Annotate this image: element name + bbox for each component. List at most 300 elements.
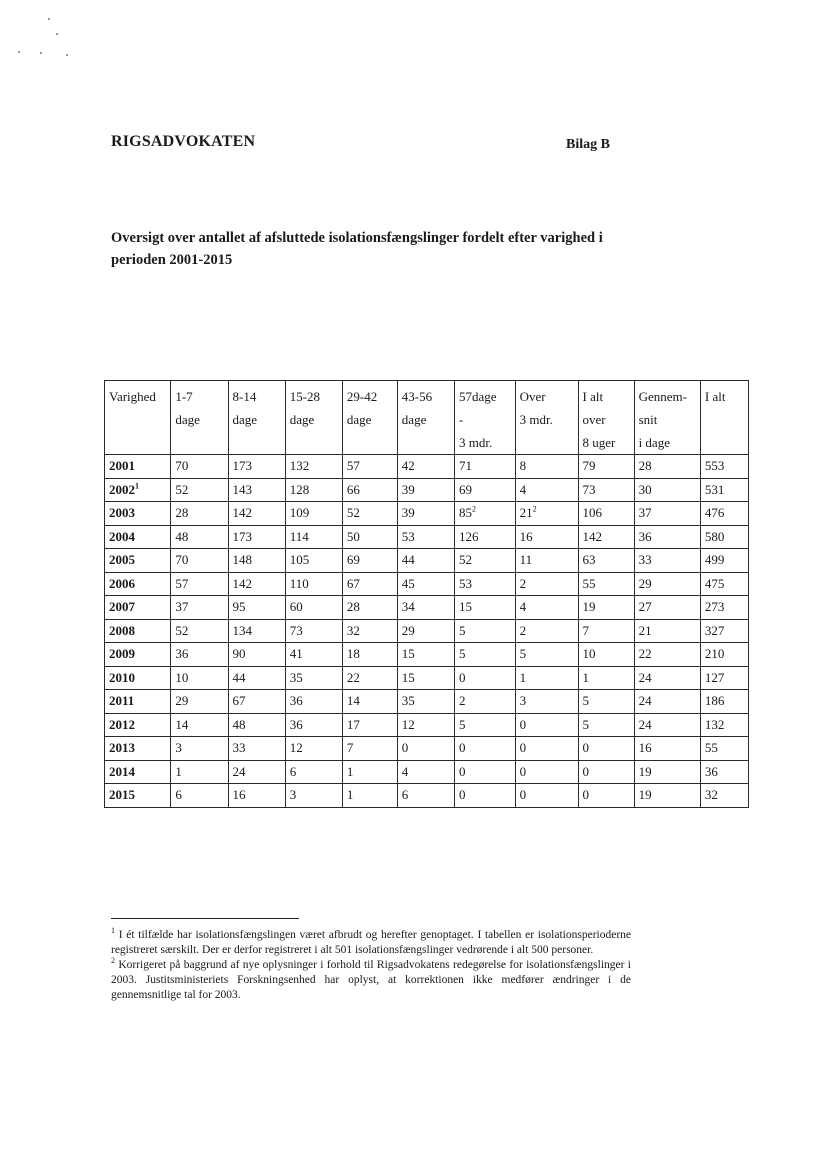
table-cell: [397, 525, 454, 549]
cell-value: 1: [582, 669, 590, 685]
table-cell: [171, 572, 228, 596]
table-cell: [228, 643, 285, 667]
year-cell: [105, 455, 171, 479]
table-row: [105, 478, 749, 502]
scan-speck: [66, 54, 68, 56]
table-cell: [342, 572, 397, 596]
cell-value: 53: [458, 575, 472, 591]
cell-value: 476: [704, 505, 725, 520]
cell-value: 41: [289, 646, 303, 661]
cell-value: 0: [458, 740, 466, 755]
table-cell: [515, 455, 578, 479]
column-header-line: -: [458, 412, 464, 427]
cell-value: 132: [704, 716, 725, 732]
cell-value: 0: [582, 740, 590, 755]
cell-value: 70: [175, 552, 189, 567]
cell-value: 10: [582, 646, 596, 661]
cell-value: 44: [232, 669, 246, 685]
table-cell: [171, 784, 228, 808]
cell-value: 12: [289, 740, 303, 755]
cell-value: 3: [519, 693, 527, 708]
table-cell: [578, 737, 634, 761]
year-value: 2002: [109, 481, 135, 497]
column-header-line: over: [582, 412, 606, 427]
cell-value: 327: [704, 622, 725, 638]
table-cell: [454, 737, 515, 761]
cell-value: 132: [289, 458, 310, 473]
table-cell: [171, 596, 228, 620]
cell-value: 55: [704, 740, 718, 755]
table-cell: [228, 690, 285, 714]
cell-value: 2: [458, 693, 466, 708]
table-cell: [454, 784, 515, 808]
cell-value: 1: [175, 763, 182, 779]
cell-value: 69: [346, 552, 360, 567]
cell-value: 0: [458, 763, 466, 779]
table-cell: [454, 549, 515, 573]
year-cell: [105, 760, 171, 784]
cell-value: 6: [175, 787, 182, 802]
cell-value: 7: [582, 622, 590, 638]
table-cell: [171, 690, 228, 714]
table-cell: [578, 713, 634, 737]
cell-value: 143: [232, 481, 253, 497]
table-cell: [578, 760, 634, 784]
year-value: 2007: [109, 599, 135, 614]
cell-value: 4: [401, 763, 409, 779]
cell-value: 8: [519, 458, 527, 473]
table-cell: [285, 666, 342, 690]
cell-value: 32: [346, 622, 360, 638]
column-header-line: I alt: [704, 389, 726, 404]
cell-value: 36: [638, 528, 652, 544]
table-cell: [397, 596, 454, 620]
table-cell: [634, 760, 700, 784]
year-value: 2008: [109, 622, 135, 638]
column-header: [515, 381, 578, 455]
table-cell: [700, 596, 748, 620]
table-cell: [454, 596, 515, 620]
column-header-line: 43-56: [401, 389, 433, 404]
cell-value: 109: [289, 505, 310, 520]
scan-speck: [40, 52, 42, 54]
year-value: 2012: [109, 716, 135, 732]
cell-value: 28: [638, 458, 652, 473]
footnote-mark: 2: [111, 956, 115, 966]
column-header-line: dage: [401, 412, 427, 427]
table-cell: [397, 643, 454, 667]
year-cell: [105, 643, 171, 667]
cell-value: 2: [519, 575, 527, 591]
table-cell: [342, 784, 397, 808]
table-cell: [515, 784, 578, 808]
cell-value: 73: [289, 622, 303, 638]
table-row: [105, 549, 749, 573]
cell-value: 15: [458, 599, 472, 614]
cell-value: 5: [582, 716, 590, 732]
table-cell: [634, 525, 700, 549]
cell-value: 475: [704, 575, 725, 591]
footnotes: [111, 928, 631, 1003]
cell-value: 33: [638, 552, 652, 567]
cell-value: 39: [401, 481, 415, 497]
table-cell: [634, 666, 700, 690]
table-cell: [634, 713, 700, 737]
table-cell: [454, 690, 515, 714]
table-cell: [285, 549, 342, 573]
table-cell: [171, 643, 228, 667]
cell-value: 52: [175, 622, 189, 638]
cell-value: 3: [175, 740, 182, 755]
table-cell: [171, 549, 228, 573]
year-value: 2006: [109, 575, 135, 591]
table-cell: [700, 760, 748, 784]
cell-value: 28: [175, 505, 189, 520]
table-cell: [700, 690, 748, 714]
table-row: [105, 455, 749, 479]
column-header: [342, 381, 397, 455]
table-cell: [285, 690, 342, 714]
table-row: [105, 619, 749, 643]
column-header-line: snit: [638, 412, 658, 427]
cell-value: 173: [232, 528, 253, 544]
table-row: [105, 784, 749, 808]
footnote-divider: [111, 918, 299, 919]
year-value: 2009: [109, 646, 135, 661]
table-cell: [700, 737, 748, 761]
table-cell: [515, 737, 578, 761]
cell-value: 33: [232, 740, 246, 755]
table-cell: [285, 572, 342, 596]
table-cell: [397, 455, 454, 479]
year-cell: [105, 572, 171, 596]
year-value: 2011: [109, 693, 135, 708]
table-cell: [342, 549, 397, 573]
table-cell: [171, 666, 228, 690]
table-cell: [397, 619, 454, 643]
year-cell: [105, 737, 171, 761]
table-cell: [171, 525, 228, 549]
table-cell: [171, 713, 228, 737]
cell-value: 36: [175, 646, 189, 661]
year-value: 2013: [109, 740, 135, 755]
isolation-duration-table: [104, 380, 749, 808]
cell-value: 30: [638, 481, 652, 497]
cell-value: 186: [704, 693, 725, 708]
column-header-line: I alt: [582, 389, 604, 404]
cell-value: 53: [401, 528, 415, 544]
scan-speck: [56, 33, 58, 35]
table-cell: [515, 760, 578, 784]
cell-value: 273: [704, 599, 725, 614]
table-cell: [454, 525, 515, 549]
table-cell: [578, 455, 634, 479]
column-header: [171, 381, 228, 455]
cell-value: 580: [704, 528, 725, 544]
year-cell: [105, 478, 171, 502]
footnote-mark: 1: [111, 926, 115, 936]
table-cell: [578, 784, 634, 808]
year-cell: [105, 784, 171, 808]
cell-value: 128: [289, 481, 310, 497]
column-header-line: 8 uger: [582, 435, 616, 450]
year-value: 2014: [109, 763, 135, 779]
cell-value: 15: [401, 669, 415, 685]
table-cell: [515, 643, 578, 667]
cell-value: 63: [582, 552, 596, 567]
table-cell: [700, 478, 748, 502]
cell-value: 29: [175, 693, 189, 708]
table-cell: [228, 502, 285, 526]
table-row: [105, 643, 749, 667]
table-cell: [228, 619, 285, 643]
year-value: 2015: [109, 787, 135, 802]
table-cell: [228, 713, 285, 737]
table-cell: [700, 713, 748, 737]
appendix-label: Bilag B: [566, 137, 610, 152]
cell-value: 0: [519, 740, 527, 755]
cell-value: 148: [232, 552, 253, 567]
table-cell: [578, 572, 634, 596]
table-cell: [634, 619, 700, 643]
cell-value: 4: [519, 481, 527, 497]
column-header: [285, 381, 342, 455]
cell-value: 6: [401, 787, 409, 802]
table-cell: [634, 737, 700, 761]
cell-value: 114: [289, 528, 309, 544]
table-cell: [454, 572, 515, 596]
table-cell: [397, 737, 454, 761]
table-cell: [342, 713, 397, 737]
table-cell: [228, 572, 285, 596]
table-cell: [397, 760, 454, 784]
footnote-text: I ét tilfælde har isolationsfængslingen været afbrudt og herefter genoptaget. I tabellen er isolationsperioderne registreret særskilt. Der er derfor registreret i alt 501 isolationsfængslinger vedrørende i alt 500 personer.: [111, 929, 632, 956]
cell-value: 45: [401, 575, 415, 591]
cell-value: 18: [346, 646, 360, 661]
cell-value: 142: [582, 528, 603, 544]
cell-value: 29: [401, 622, 415, 638]
footnote: [111, 958, 631, 1003]
cell-value: 24: [232, 763, 246, 779]
cell-value: 1: [519, 669, 527, 685]
table-cell: [700, 572, 748, 596]
cell-value: 142: [232, 575, 253, 591]
cell-value: 12: [401, 716, 415, 732]
table-cell: [634, 690, 700, 714]
cell-value: 553: [704, 458, 725, 473]
table-cell: [578, 619, 634, 643]
table-cell: [397, 572, 454, 596]
cell-value: 85: [458, 505, 472, 520]
table-cell: [228, 760, 285, 784]
table-cell: [171, 737, 228, 761]
cell-value: 142: [232, 505, 253, 520]
table-row: [105, 760, 749, 784]
cell-value: 60: [289, 599, 303, 614]
cell-value: 173: [232, 458, 253, 473]
table-cell: [228, 455, 285, 479]
cell-value: 44: [401, 552, 415, 567]
table-cell: [578, 549, 634, 573]
cell-value: 2: [519, 622, 527, 638]
table-cell: [634, 502, 700, 526]
cell-value: 19: [638, 787, 652, 802]
table-cell: [634, 455, 700, 479]
table-cell: [454, 455, 515, 479]
table-cell: [171, 760, 228, 784]
column-header: [228, 381, 285, 455]
table-cell: [454, 713, 515, 737]
table-cell: [515, 596, 578, 620]
cell-value: 21: [638, 622, 652, 638]
cell-value: 19: [638, 763, 652, 779]
cell-value: 69: [458, 481, 472, 497]
table-cell: [700, 502, 748, 526]
footnote-reference: 1: [135, 481, 139, 491]
table-header-row: [105, 381, 749, 455]
cell-value: 126: [458, 528, 479, 544]
table-cell: [342, 666, 397, 690]
table-cell: [578, 596, 634, 620]
cell-value: 0: [519, 763, 527, 779]
cell-value: 79: [582, 458, 596, 473]
column-header-line: Gennem-: [638, 389, 687, 404]
table-cell: [228, 596, 285, 620]
column-header-line: 29-42: [346, 389, 378, 404]
cell-value: 127: [704, 669, 725, 685]
cell-value: 35: [289, 669, 303, 685]
table-row: [105, 666, 749, 690]
table-cell: [700, 619, 748, 643]
column-header-line: 1-7: [175, 389, 193, 404]
column-header: [634, 381, 700, 455]
footnote-reference: 2: [471, 504, 476, 514]
table-cell: [454, 502, 515, 526]
table-cell: [285, 596, 342, 620]
table-cell: [634, 549, 700, 573]
table-cell: [700, 784, 748, 808]
table-cell: [515, 549, 578, 573]
table-cell: [342, 619, 397, 643]
table-cell: [578, 666, 634, 690]
table-cell: [454, 666, 515, 690]
table-body: [105, 455, 749, 808]
table-cell: [700, 549, 748, 573]
table-cell: [342, 596, 397, 620]
table-cell: [397, 784, 454, 808]
table-cell: [700, 455, 748, 479]
cell-value: 16: [232, 787, 246, 802]
cell-value: 52: [175, 481, 189, 497]
cell-value: 95: [232, 599, 246, 614]
year-cell: [105, 690, 171, 714]
cell-value: 14: [175, 716, 189, 732]
column-header-line: dage: [346, 412, 372, 427]
table-cell: [342, 502, 397, 526]
cell-value: 22: [346, 669, 360, 685]
table-cell: [578, 525, 634, 549]
cell-value: 28: [346, 599, 360, 614]
table-cell: [171, 502, 228, 526]
cell-value: 14: [346, 693, 360, 708]
cell-value: 55: [582, 575, 596, 591]
cell-value: 15: [401, 646, 415, 661]
cell-value: 24: [638, 669, 652, 685]
cell-value: 42: [401, 458, 415, 473]
cell-value: 0: [582, 763, 590, 779]
column-header: [397, 381, 454, 455]
cell-value: 36: [289, 716, 303, 732]
cell-value: 37: [175, 599, 189, 614]
table-row: [105, 502, 749, 526]
cell-value: 5: [519, 646, 527, 661]
table-cell: [515, 572, 578, 596]
table-cell: [228, 666, 285, 690]
footnote: [111, 928, 631, 958]
cell-value: 17: [346, 716, 360, 732]
cell-value: 66: [346, 481, 360, 497]
organization-name: RIGSADVOKATEN: [111, 133, 256, 150]
year-cell: [105, 713, 171, 737]
cell-value: 5: [458, 646, 466, 661]
cell-value: 210: [704, 646, 725, 661]
column-header: [105, 381, 171, 455]
table-cell: [700, 525, 748, 549]
year-value: 2005: [109, 552, 135, 567]
table-cell: [397, 666, 454, 690]
year-value: 2001: [109, 458, 135, 473]
table-cell: [285, 784, 342, 808]
table-cell: [515, 619, 578, 643]
table-cell: [397, 549, 454, 573]
column-header-line: 3 mdr.: [519, 412, 553, 427]
table-cell: [285, 455, 342, 479]
cell-value: 67: [346, 575, 360, 591]
table-cell: [285, 525, 342, 549]
cell-value: 36: [289, 693, 303, 708]
table-row: [105, 737, 749, 761]
table-cell: [515, 502, 578, 526]
column-header-line: Varighed: [109, 389, 156, 404]
table-cell: [342, 690, 397, 714]
table-cell: [515, 690, 578, 714]
cell-value: 34: [401, 599, 415, 614]
cell-value: 73: [582, 481, 596, 497]
table-cell: [634, 478, 700, 502]
table-cell: [515, 525, 578, 549]
table-cell: [700, 643, 748, 667]
table-cell: [342, 760, 397, 784]
year-cell: [105, 502, 171, 526]
cell-value: 6: [289, 763, 297, 779]
cell-value: 0: [582, 787, 590, 802]
table-cell: [285, 619, 342, 643]
table-cell: [228, 478, 285, 502]
cell-value: 0: [519, 716, 527, 732]
table-cell: [285, 643, 342, 667]
table-cell: [634, 596, 700, 620]
cell-value: 4: [519, 599, 527, 614]
column-header-line: i dage: [638, 435, 670, 450]
year-cell: [105, 525, 171, 549]
year-value: 2003: [109, 505, 135, 520]
table-cell: [578, 690, 634, 714]
table-cell: [578, 502, 634, 526]
year-cell: [105, 666, 171, 690]
table-cell: [515, 713, 578, 737]
column-header-line: 57dage: [458, 389, 497, 404]
table-row: [105, 596, 749, 620]
